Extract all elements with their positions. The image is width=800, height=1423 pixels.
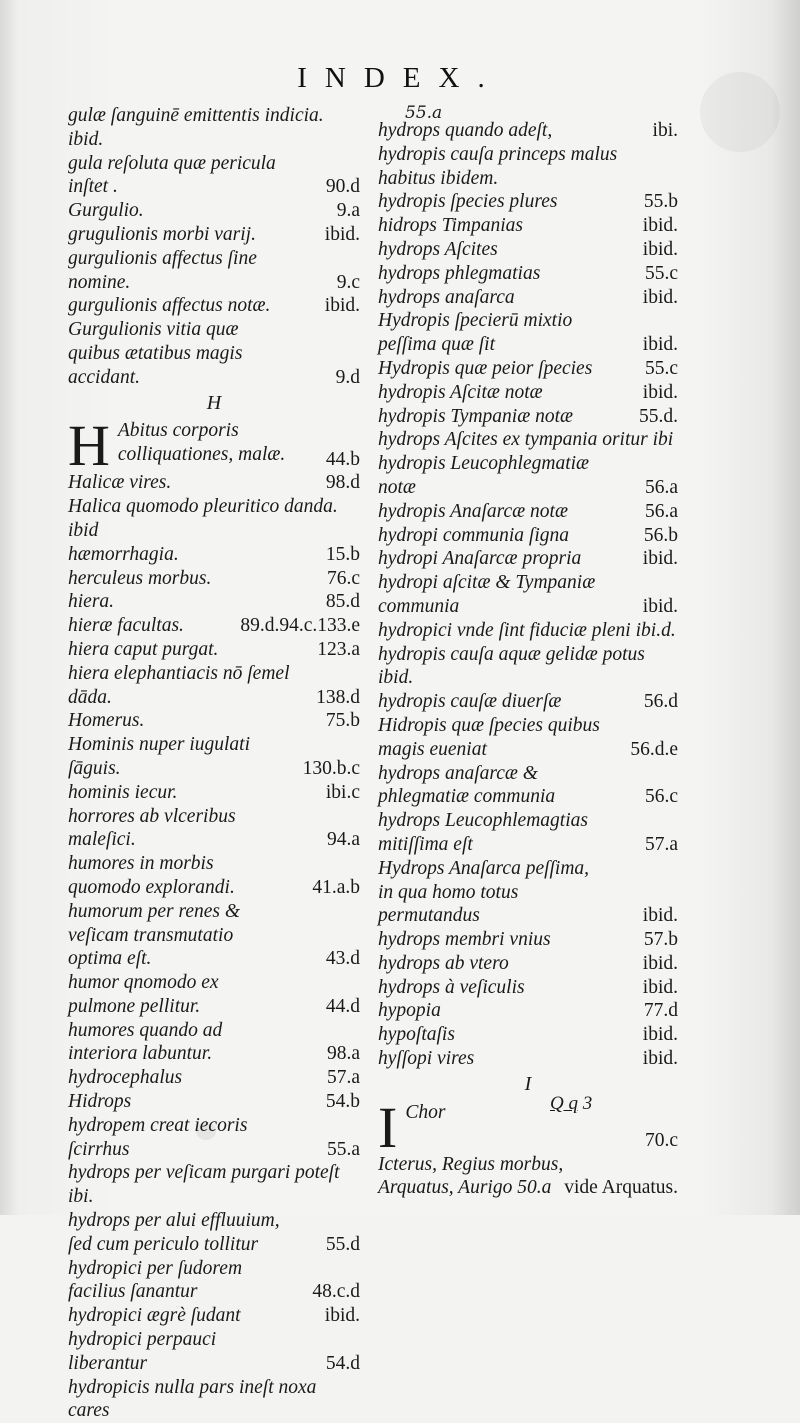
index-entry xyxy=(378,714,678,762)
entry-text: Homerus. xyxy=(68,710,145,732)
entry-text: hydropem creat iecoris ſcirrhus xyxy=(68,1114,248,1160)
index-entry xyxy=(378,643,678,691)
index-entry xyxy=(378,286,678,310)
entry-text: Halica quomodo pleuritico danda. ibid xyxy=(68,496,338,541)
entry-text: hydropis Leucophlegmatiæ notæ xyxy=(378,453,590,498)
entry-reference: vide Arquatus. xyxy=(564,1177,678,1199)
entry-text: Hominis nuper iugulati ſāguis. xyxy=(68,734,251,779)
index-entry xyxy=(68,805,360,853)
entry-text: hydrops quando adeſt, xyxy=(378,120,553,141)
index-entry xyxy=(68,1328,360,1376)
index-entry xyxy=(68,247,360,295)
index-entry xyxy=(378,571,678,619)
right-column-carryover: 55.a xyxy=(405,103,443,123)
index-entry xyxy=(378,857,678,928)
index-entry xyxy=(378,238,678,262)
entry-text: hydropis cauſæ diuerſæ xyxy=(378,691,562,713)
entry-text: hydrops à veſiculis xyxy=(378,976,525,998)
entry-text: hydrocephalus xyxy=(68,1067,183,1089)
entry-reference: 9.d xyxy=(335,366,360,388)
entry-reference: 94.a xyxy=(326,829,360,851)
entry-reference: ibid. xyxy=(642,548,678,570)
index-entry xyxy=(378,928,678,952)
entry-reference: 57.a xyxy=(326,1067,360,1089)
index-entry xyxy=(68,1090,360,1114)
entry-text: Hidropis quæ ſpecies quibus magis eueniat xyxy=(378,714,600,760)
entry-reference: ibid. xyxy=(642,595,678,617)
index-entry xyxy=(68,1304,360,1328)
entry-reference: 9.c xyxy=(336,271,360,293)
entry-text: grugulionis morbi varij. xyxy=(68,223,256,245)
index-entry xyxy=(68,294,360,318)
entry-text: gulæ ſanguinē emittentis indicia. ibid. xyxy=(68,105,324,150)
entry-text: hydropi Anaſarcæ propria xyxy=(378,548,582,570)
entry-text: hiera. xyxy=(68,591,115,613)
entry-text: hydropi communia ſigna xyxy=(378,524,570,546)
entry-reference: 55.d xyxy=(325,1233,360,1255)
index-entry xyxy=(68,614,360,638)
entry-reference: 98.d xyxy=(325,472,360,494)
entry-text: hydropici per ſudorem facilius ſanantur xyxy=(68,1257,243,1303)
entry-text: hydrops anaſarca xyxy=(378,286,515,308)
entry-reference: ibid. xyxy=(642,286,678,308)
entry-reference: ibid. xyxy=(642,334,678,356)
entry-reference: 44.d xyxy=(325,995,360,1017)
entry-reference: 89.d.94.c.133.e xyxy=(240,615,360,637)
index-entry xyxy=(378,119,678,143)
index-entry xyxy=(378,262,678,286)
entry-text: hyſſopi vires xyxy=(378,1048,475,1070)
entry-text: hiera caput purgat. xyxy=(68,638,219,660)
entry-reference: 56.a xyxy=(644,476,678,498)
entry-reference: ibid. xyxy=(642,238,678,260)
entry-text: hidrops Timpanias xyxy=(378,215,524,237)
entry-text: humores in morbis quomodo explorandi. xyxy=(68,853,235,898)
index-entry xyxy=(378,1023,678,1047)
entry-reference: 44.b xyxy=(325,448,360,470)
entry-text: hydropis ſpecies plures xyxy=(378,191,558,213)
entry-reference: 43.d xyxy=(325,948,360,970)
entry-text: Chor xyxy=(405,1101,446,1123)
index-entry xyxy=(68,223,360,247)
entry-reference: ibi. xyxy=(652,120,678,141)
entry-reference: 48.c.d xyxy=(312,1281,360,1303)
index-entry xyxy=(378,762,678,810)
entry-reference: 75.b xyxy=(325,710,360,732)
entry-reference: 57.a xyxy=(644,833,678,855)
index-entry xyxy=(68,590,360,614)
index-entry xyxy=(68,900,360,971)
index-entry xyxy=(68,733,360,781)
entry-text: Abitus corporis colliquationes, malæ. xyxy=(117,420,286,466)
index-entry xyxy=(378,1094,678,1160)
entry-text: hiera elephantiacis nō ſemel dāda. xyxy=(68,662,290,708)
entry-text: gula reſoluta quæ pericula inſtet . xyxy=(68,152,276,198)
page-title: INDEX. xyxy=(297,62,503,94)
entry-text: hydropis Aſcitæ notæ xyxy=(378,381,543,403)
entry-reference: 138.d xyxy=(316,686,360,708)
entry-reference: 55.d. xyxy=(639,405,678,427)
entry-text: hydrops per veſicam purgari poteſt ibi. xyxy=(68,1162,340,1208)
entry-text: hydropici vnde ſint fiduciæ pleni ibi.d. xyxy=(378,619,676,641)
entry-text: humores quando ad interiora labuntur. xyxy=(68,1019,223,1065)
index-entry xyxy=(68,1257,360,1305)
index-entry xyxy=(68,638,360,662)
index-entry xyxy=(378,690,678,714)
entry-reference: ibid. xyxy=(642,215,678,237)
entry-text: hydropicis nulla pars ineſt noxa cares xyxy=(68,1376,317,1422)
entry-reference: 56.d.e xyxy=(630,738,678,760)
index-entry xyxy=(68,1114,360,1162)
entry-reference: ibid. xyxy=(642,1048,678,1070)
entry-reference: ibi.c xyxy=(325,781,360,803)
index-entry xyxy=(68,1019,360,1067)
index-entry xyxy=(68,781,360,805)
signature-mark xyxy=(550,1093,592,1115)
entry-text: hydrops anaſarcæ & phlegmatiæ communia xyxy=(378,762,556,808)
index-entry xyxy=(68,1376,360,1423)
entry-text: hæmorrhagia. xyxy=(68,543,179,565)
index-entry xyxy=(68,104,360,152)
index-entry xyxy=(68,152,360,200)
index-entry xyxy=(378,428,678,452)
index-entry xyxy=(68,199,360,223)
index-entry xyxy=(68,1209,360,1257)
section-letter: H xyxy=(206,391,222,414)
entry-reference: 41.a.b xyxy=(312,876,360,898)
entry-text: hydropis Anaſarcæ notæ xyxy=(378,500,568,522)
index-entry xyxy=(378,214,678,238)
entry-text: herculeus morbus. xyxy=(68,567,212,589)
index-entry xyxy=(68,1161,360,1209)
entry-reference: ibid. xyxy=(642,381,678,403)
signature-number: 3 xyxy=(582,1093,593,1114)
entry-reference: 15.b xyxy=(325,543,360,565)
entry-text: gurgulionis affectus notæ. xyxy=(68,295,271,317)
entry-reference: ibid. xyxy=(324,223,360,245)
signature-text: Q q xyxy=(550,1093,578,1114)
entry-reference: ibid. xyxy=(642,905,678,927)
entry-reference: ibid. xyxy=(642,976,678,998)
index-entry xyxy=(378,1047,678,1071)
index-entry xyxy=(378,309,678,357)
entry-reference: ibid. xyxy=(642,1024,678,1046)
entry-reference: 55.c xyxy=(644,357,678,379)
entry-text: hydropici perpauci liberantur xyxy=(68,1329,217,1374)
entry-reference: 57.b xyxy=(643,929,678,951)
index-entry xyxy=(378,452,678,500)
entry-text: hydropi aſcitæ & Tympaniæ communia xyxy=(378,572,596,617)
entry-reference: 9.a xyxy=(336,200,360,222)
index-entry xyxy=(378,357,678,381)
entry-text: hypoſtaſis xyxy=(378,1024,455,1046)
entry-text: hydrops phlegmatias xyxy=(378,262,541,284)
index-entry xyxy=(68,318,360,389)
index-entry xyxy=(378,405,678,429)
index-entry xyxy=(378,999,678,1023)
index-entry xyxy=(378,1153,678,1201)
index-entry xyxy=(68,543,360,567)
entry-text: humor qnomodo ex pulmone pellitur. xyxy=(68,972,219,1017)
entry-reference: 85.d xyxy=(325,591,360,613)
entry-reference: 54.b xyxy=(325,1091,360,1113)
left-column xyxy=(68,104,360,1423)
entry-reference: ibid. xyxy=(324,295,360,317)
entry-text: hydropis cauſa princeps malus habitus ibidem. xyxy=(378,143,618,189)
entry-text: hydrops per alui effluuium, ſed cum periculo tollitur xyxy=(68,1210,280,1255)
entry-text: hydrops ab vtero xyxy=(378,952,509,974)
entry-reference: 54.d xyxy=(325,1352,360,1374)
entry-reference: 56.b xyxy=(643,524,678,546)
entry-text: Hydropis ſpecierū mixtio peſſima quæ ſit xyxy=(378,310,573,356)
entry-reference: ibid. xyxy=(642,952,678,974)
index-entry xyxy=(68,709,360,733)
entry-reference: 70.c xyxy=(644,1129,678,1151)
entry-text: Hydropis quæ peior ſpecies xyxy=(378,357,593,379)
entry-text: hydrops Aſcites ex tympania oritur ibi xyxy=(378,429,674,451)
index-entry xyxy=(378,976,678,1000)
entry-reference: ibid. xyxy=(324,1305,360,1327)
index-entry xyxy=(68,567,360,591)
index-entry xyxy=(378,952,678,976)
entry-text: humorum per renes & veſicam transmutatio optima eſt. xyxy=(68,900,241,970)
entry-reference: 55.a xyxy=(326,1138,360,1160)
entry-text: Gurgulio. xyxy=(68,200,144,222)
entry-text: Icterus, Regius morbus, Arquatus, Aurigo 50.a xyxy=(378,1153,564,1199)
index-entry xyxy=(378,524,678,548)
entry-text: Halicæ vires. xyxy=(68,472,172,494)
entry-text: hydropici ægrè ſudant xyxy=(68,1305,241,1327)
entry-reference: 55.c xyxy=(644,262,678,284)
entry-text: hydropis Tympaniæ notæ xyxy=(378,405,574,427)
entry-reference: 130.b.c xyxy=(302,757,360,779)
entry-reference: 55.b xyxy=(643,191,678,213)
drop-cap: I xyxy=(378,1094,398,1160)
entry-text: hydropis cauſa aquæ gelidæ potus ibid. xyxy=(378,643,645,689)
index-entry xyxy=(378,809,678,857)
index-entry xyxy=(378,547,678,571)
index-entry xyxy=(378,143,678,191)
entry-reference: 98.a xyxy=(326,1043,360,1065)
entry-text: Gurgulionis vitia quæ quibus ætatibus magis accidant. xyxy=(68,319,243,388)
index-entry xyxy=(68,852,360,900)
entry-reference: 56.d xyxy=(643,691,678,713)
entry-reference: 90.d xyxy=(325,176,360,198)
entry-text: hydrops Leucophlemagtias mitiſſima eſt xyxy=(378,810,588,855)
entry-text: hypopia xyxy=(378,1000,441,1022)
entry-reference: 123.a xyxy=(317,638,360,660)
entry-text: gurgulionis affectus ſine nomine. xyxy=(68,247,257,293)
entry-text: hominis iecur. xyxy=(68,781,178,803)
entry-reference: 77.d xyxy=(643,1000,678,1022)
index-entry xyxy=(68,662,360,710)
entry-text: horrores ab vlceribus maleſici. xyxy=(68,805,236,851)
entry-text: hieræ facultas. xyxy=(68,615,184,637)
index-entry xyxy=(378,619,678,643)
entry-text: hydrops Aſcites xyxy=(378,238,498,260)
index-entry xyxy=(378,500,678,524)
index-entry xyxy=(68,471,360,495)
index-entry xyxy=(68,413,360,479)
entry-text: Hydrops Anaſarca peſſima, in qua homo totus permutandus xyxy=(378,857,590,927)
entry-reference: 56.c xyxy=(644,786,678,808)
right-column xyxy=(378,119,678,1200)
index-entry xyxy=(68,495,360,543)
entry-reference: 56.a xyxy=(644,500,678,522)
index-entry xyxy=(378,381,678,405)
index-entry xyxy=(68,1066,360,1090)
section-letter: I xyxy=(524,1072,532,1095)
drop-cap: H xyxy=(68,413,110,479)
index-entry xyxy=(68,971,360,1019)
entry-text: Hidrops xyxy=(68,1091,132,1113)
entry-reference: 76.c xyxy=(326,567,360,589)
entry-text: hydrops membri vnius xyxy=(378,929,551,951)
index-entry xyxy=(378,190,678,214)
